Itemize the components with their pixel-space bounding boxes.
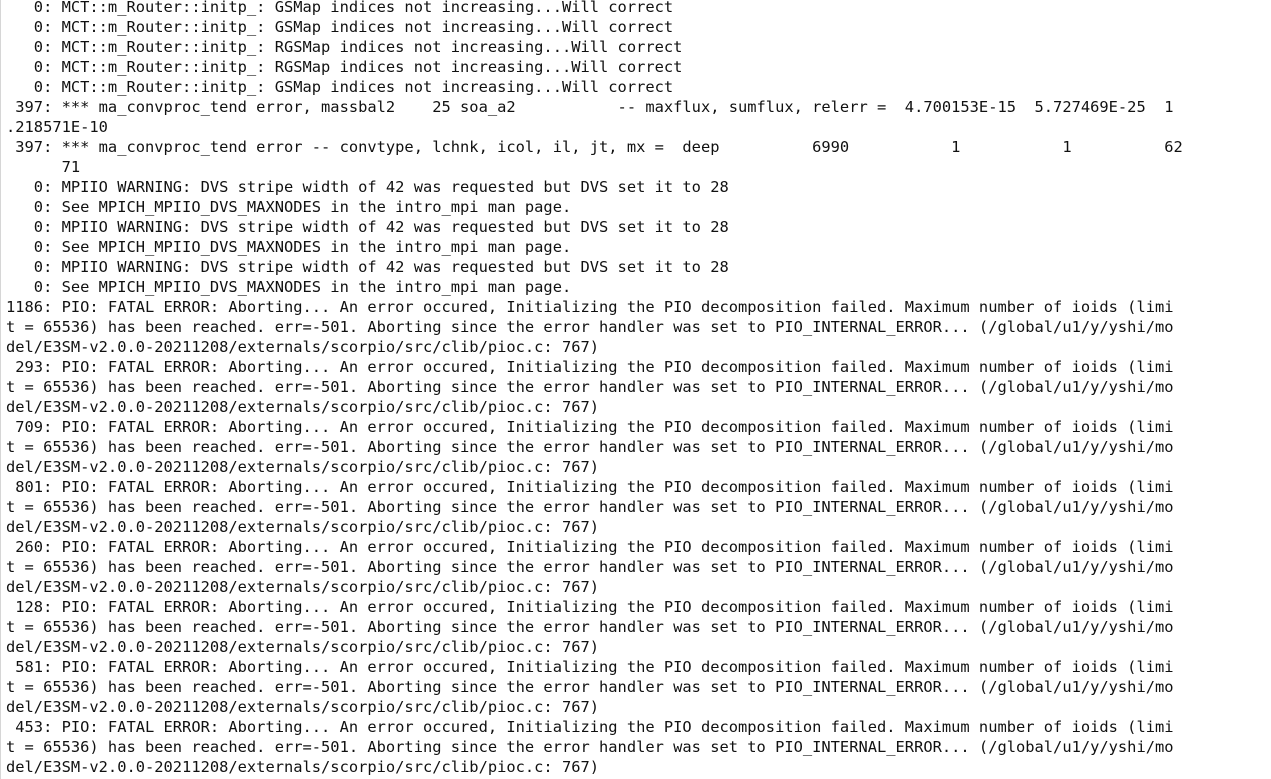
log-line: .218571E-10 xyxy=(6,118,108,136)
log-line: 1186: PIO: FATAL ERROR: Aborting... An error occured, Initializing the PIO decomposition failed. Maximum number of ioids (limi xyxy=(6,298,1174,316)
log-line: 0: MCT::m_Router::initp_: GSMap indices not increasing...Will correct xyxy=(6,0,674,16)
log-line: t = 65536) has been reached. err=-501. Aborting since the error handler was set to PIO_INTERNAL_ERROR... (/global/u1/y/yshi/mo xyxy=(6,318,1174,336)
log-line: del/E3SM-v2.0.0-20211208/externals/scorpio/src/clib/pioc.c: 767) xyxy=(6,458,600,476)
log-line: del/E3SM-v2.0.0-20211208/externals/scorpio/src/clib/pioc.c: 767) xyxy=(6,398,600,416)
log-line: t = 65536) has been reached. err=-501. Aborting since the error handler was set to PIO_INTERNAL_ERROR... (/global/u1/y/yshi/mo xyxy=(6,678,1174,696)
log-line: 0: See MPICH_MPIIO_DVS_MAXNODES in the intro_mpi man page. xyxy=(6,238,572,256)
log-line: t = 65536) has been reached. err=-501. Aborting since the error handler was set to PIO_INTERNAL_ERROR... (/global/u1/y/yshi/mo xyxy=(6,498,1174,516)
log-line: 0: MPIIO WARNING: DVS stripe width of 42 was requested but DVS set it to 28 xyxy=(6,178,729,196)
log-line: 397: *** ma_convproc_tend error, massbal2 25 soa_a2 -- maxflux, sumflux, relerr = 4.700153E-15 5.727469E-25 1 xyxy=(6,98,1174,116)
log-line: 71 xyxy=(6,158,81,176)
log-line: 0: MCT::m_Router::initp_: RGSMap indices not increasing...Will correct xyxy=(6,58,683,76)
log-line: t = 65536) has been reached. err=-501. Aborting since the error handler was set to PIO_INTERNAL_ERROR... (/global/u1/y/yshi/mo xyxy=(6,618,1174,636)
log-line: 0: See MPICH_MPIIO_DVS_MAXNODES in the intro_mpi man page. xyxy=(6,198,572,216)
log-line: 397: *** ma_convproc_tend error -- convtype, lchnk, icol, il, jt, mx = deep 6990 1 1 62 xyxy=(6,138,1183,156)
log-line: del/E3SM-v2.0.0-20211208/externals/scorpio/src/clib/pioc.c: 767) xyxy=(6,338,600,356)
log-line: del/E3SM-v2.0.0-20211208/externals/scorpio/src/clib/pioc.c: 767) xyxy=(6,758,600,776)
log-line: 0: MCT::m_Router::initp_: GSMap indices not increasing...Will correct xyxy=(6,18,674,36)
log-line: 581: PIO: FATAL ERROR: Aborting... An error occured, Initializing the PIO decomposition failed. Maximum number of ioids (limi xyxy=(6,658,1174,676)
log-line: t = 65536) has been reached. err=-501. Aborting since the error handler was set to PIO_INTERNAL_ERROR... (/global/u1/y/yshi/mo xyxy=(6,438,1174,456)
log-line: del/E3SM-v2.0.0-20211208/externals/scorpio/src/clib/pioc.c: 767) xyxy=(6,698,600,716)
log-line: 453: PIO: FATAL ERROR: Aborting... An error occured, Initializing the PIO decomposition failed. Maximum number of ioids (limi xyxy=(6,718,1174,736)
log-line: 128: PIO: FATAL ERROR: Aborting... An error occured, Initializing the PIO decomposition failed. Maximum number of ioids (limi xyxy=(6,598,1174,616)
log-line: 0: MCT::m_Router::initp_: GSMap indices not increasing...Will correct xyxy=(6,78,674,96)
log-line: 801: PIO: FATAL ERROR: Aborting... An error occured, Initializing the PIO decomposition failed. Maximum number of ioids (limi xyxy=(6,478,1174,496)
log-line: t = 65536) has been reached. err=-501. Aborting since the error handler was set to PIO_INTERNAL_ERROR... (/global/u1/y/yshi/mo xyxy=(6,738,1174,756)
window-edge-divider xyxy=(0,0,1,779)
log-line: 0: See MPICH_MPIIO_DVS_MAXNODES in the intro_mpi man page. xyxy=(6,278,572,296)
log-line: 709: PIO: FATAL ERROR: Aborting... An error occured, Initializing the PIO decomposition failed. Maximum number of ioids (limi xyxy=(6,418,1174,436)
log-line: 0: MCT::m_Router::initp_: RGSMap indices not increasing...Will correct xyxy=(6,38,683,56)
log-line: 0: MPIIO WARNING: DVS stripe width of 42 was requested but DVS set it to 28 xyxy=(6,218,729,236)
log-line: 0: MPIIO WARNING: DVS stripe width of 42 was requested but DVS set it to 28 xyxy=(6,258,729,276)
log-line: del/E3SM-v2.0.0-20211208/externals/scorpio/src/clib/pioc.c: 767) xyxy=(6,578,600,596)
log-line: del/E3SM-v2.0.0-20211208/externals/scorpio/src/clib/pioc.c: 767) xyxy=(6,518,600,536)
log-line: del/E3SM-v2.0.0-20211208/externals/scorpio/src/clib/pioc.c: 767) xyxy=(6,638,600,656)
log-line: t = 65536) has been reached. err=-501. Aborting since the error handler was set to PIO_INTERNAL_ERROR... (/global/u1/y/yshi/mo xyxy=(6,558,1174,576)
log-line: t = 65536) has been reached. err=-501. Aborting since the error handler was set to PIO_INTERNAL_ERROR... (/global/u1/y/yshi/mo xyxy=(6,378,1174,396)
log-line: 293: PIO: FATAL ERROR: Aborting... An error occured, Initializing the PIO decomposition failed. Maximum number of ioids (limi xyxy=(6,358,1174,376)
log-line: 260: PIO: FATAL ERROR: Aborting... An error occured, Initializing the PIO decomposition failed. Maximum number of ioids (limi xyxy=(6,538,1174,556)
